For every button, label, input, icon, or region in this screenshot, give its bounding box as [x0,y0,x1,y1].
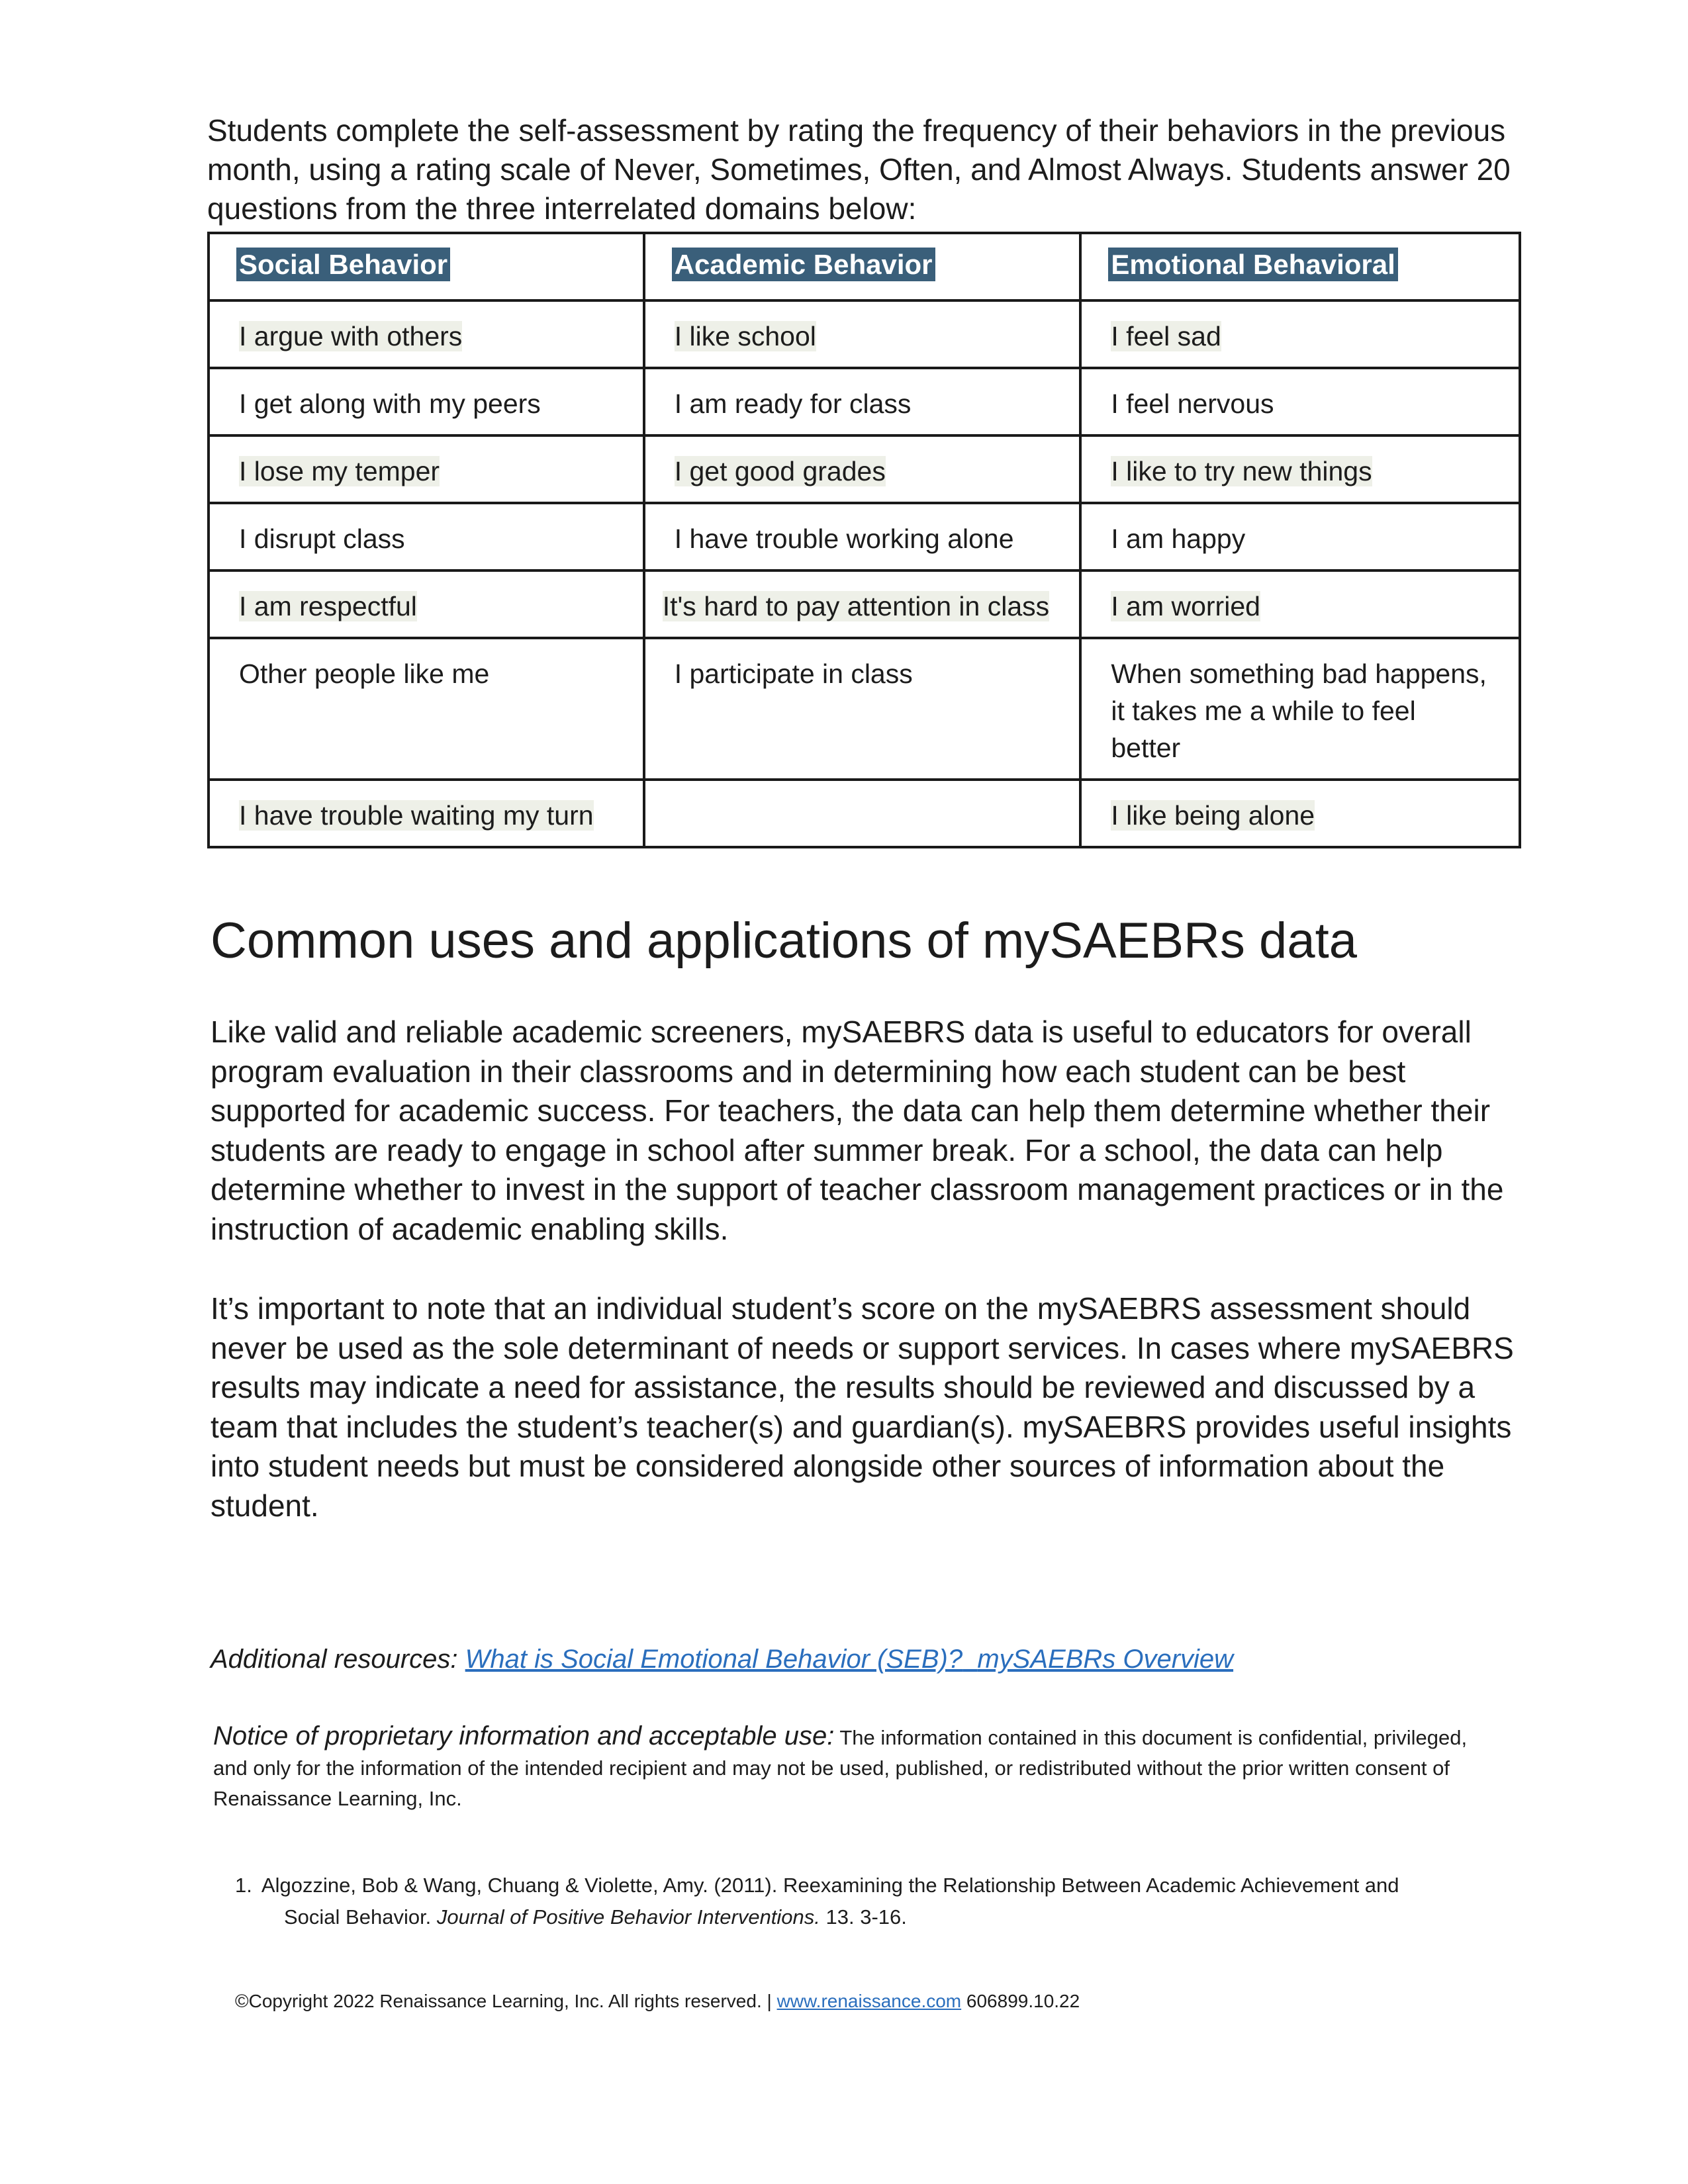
table-cell: I am ready for class [644,368,1081,435]
copyright-footer [235,1991,1080,2012]
header-social: Social Behavior [209,233,644,300]
table-cell [644,780,1081,847]
table-cell: I like to try new things [1080,435,1520,503]
table-cell: I have trouble waiting my turn [209,780,644,847]
table-row [209,780,1520,847]
table-cell: I am respectful [209,570,644,638]
notice-text: The information contained in this document is confidential, privileged, and only for the information of the intended recipient and may not be used, published, or redistributed without the prior written consent of Renaissance Learning, Inc. [213,1726,1468,1810]
reference-list [235,1870,1493,1933]
table-cell: I like school [644,300,1081,368]
paragraph-note: It’s important to note that an individual student’s score on the mySAEBRS assessment should never be used as the sole determinant of needs or support services. In cases where mySAEBRS results may indicate a need for assistance, the results should be reviewed and discussed by a team that includes the student’s teacher(s) and guardian(s). mySAEBRS provides useful insights into student needs but must be considered alongside other sources of information about the student. [211,1291,1514,1523]
copyright-text: ©Copyright 2022 Renaissance Learning, Inc. All rights reserved. | [235,1991,777,2011]
table-row [209,300,1520,368]
document-code: 606899.10.22 [961,1991,1080,2011]
table-cell: I get good grades [644,435,1081,503]
table-cell: I am worried [1080,570,1520,638]
table-cell: Other people like me [209,638,644,780]
journal-name: Journal of Positive Behavior Interventions. [436,1905,820,1929]
spacer [962,1645,977,1674]
resources-label: Additional resources: [211,1645,465,1674]
table-cell: I disrupt class [209,503,644,570]
table-cell: I feel nervous [1080,368,1520,435]
reference-number: 1. [235,1874,252,1897]
table-cell: It's hard to pay attention in class [644,570,1081,638]
table-row [209,368,1520,435]
seb-link[interactable]: What is Social Emotional Behavior (SEB)? [465,1645,963,1674]
table-cell: When something bad happens, it takes me a while to feel better [1080,638,1520,780]
table-header-row [209,233,1520,300]
table-cell: I like being alone [1080,780,1520,847]
paragraph-uses: Like valid and reliable academic screeners, mySAEBRS data is useful to educators for overall program evaluation in their classrooms and in determining how each student can be best supported for academic success. For teachers, the data can help them determine whether their students are ready to engage in school after summer break. For a school, the data can help determine whether to invest in the support of teacher classroom management practices or in the instruction of academic enabling skills. [211,1015,1504,1246]
table-cell: I participate in class [644,638,1081,780]
header-academic: Academic Behavior [644,233,1081,300]
reference-line1: Algozzine, Bob & Wang, Chuang & Violette, Amy. (2011). Reexamining the Relationship Between Academic Achievement and [261,1874,1399,1897]
table-cell: I feel sad [1080,300,1520,368]
additional-resources [211,1645,1233,1674]
table-row [209,570,1520,638]
overview-link[interactable]: mySAEBRs Overview [977,1645,1234,1674]
table-cell: I have trouble working alone [644,503,1081,570]
notice-label: Notice of proprietary information and acceptable use: [213,1721,835,1751]
table-row [209,503,1520,570]
table-cell: I get along with my peers [209,368,644,435]
table-row [209,435,1520,503]
intro-paragraph: Students complete the self-assessment by rating the frequency of their behaviors in the previous month, using a rating scale of Never, Sometimes, Often, and Almost Always. Students answer 20 questions from the three interrelated domains below: [207,113,1511,226]
table-cell: I argue with others [209,300,644,368]
table-cell: I lose my temper [209,435,644,503]
reference-line2: Social Behavior. Journal of Positive Behavior Interventions. 13. 3-16. [284,1905,907,1929]
renaissance-link[interactable]: www.renaissance.com [776,1991,962,2011]
proprietary-notice [213,1721,1504,1814]
table-cell: I am happy [1080,503,1520,570]
section-title: Common uses and applications of mySAEBRs data [211,913,1357,969]
header-emotional: Emotional Behavioral [1080,233,1520,300]
table-row [209,638,1520,780]
behavior-domains-table [207,232,1521,848]
